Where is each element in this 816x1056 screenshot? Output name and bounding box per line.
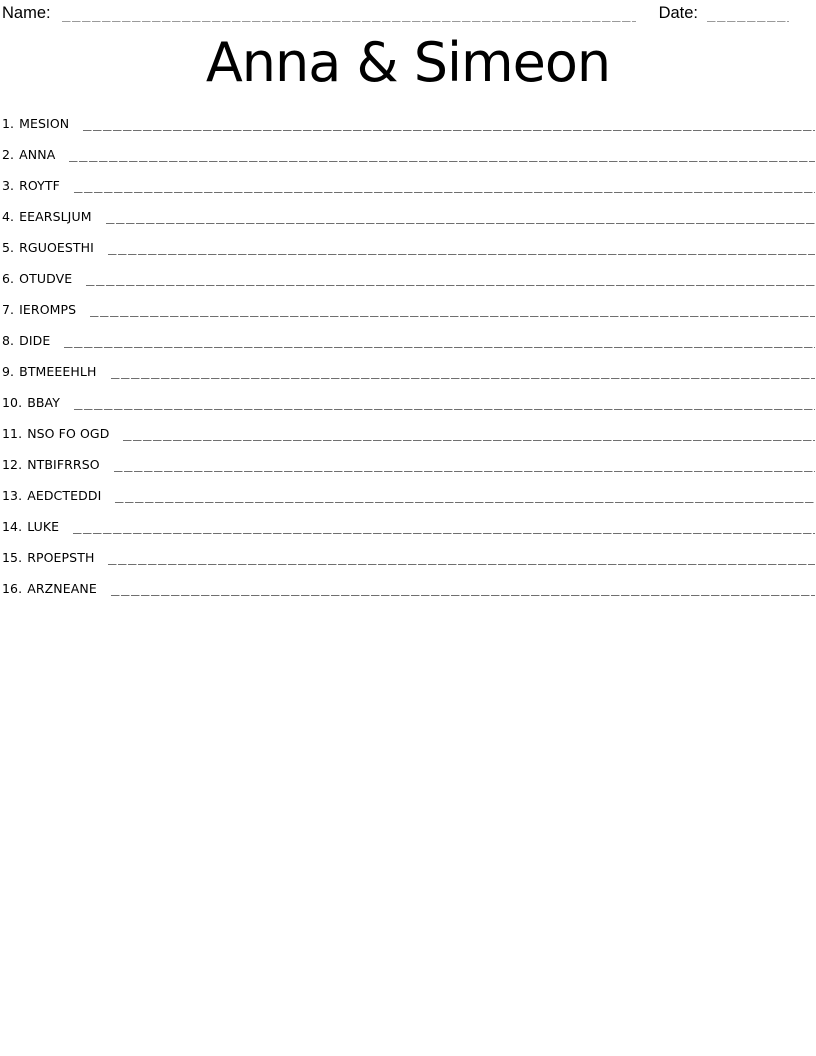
item-number: 9. — [2, 363, 15, 379]
answer-blank — [114, 471, 815, 472]
item-scrambled-word: EEARSLJUM — [19, 208, 92, 224]
scramble-list — [0, 111, 816, 607]
answer-blank — [108, 254, 815, 255]
answer-blank — [111, 378, 816, 379]
item-number: 1. — [2, 115, 15, 131]
answer-blank — [73, 533, 815, 534]
answer-blank — [90, 316, 815, 317]
item-number: 13. — [2, 487, 23, 503]
answer-blank — [83, 130, 815, 131]
answer-blank — [86, 285, 815, 286]
answer-blank — [123, 440, 815, 441]
item-scrambled-word: ARZNEANE — [27, 580, 97, 596]
item-scrambled-word: BTMEEEHLH — [19, 363, 97, 379]
word-scramble-row — [2, 235, 815, 266]
item-scrambled-word: ROYTF — [19, 177, 60, 193]
date-blank — [707, 21, 789, 22]
item-number: 3. — [2, 177, 15, 193]
worksheet-title: Anna & Simeon — [205, 30, 611, 94]
answer-blank — [69, 161, 815, 162]
header — [0, 0, 816, 23]
item-number: 10. — [2, 394, 23, 410]
item-scrambled-word: RGUOESTHI — [19, 239, 94, 255]
word-scramble-row — [2, 545, 815, 576]
item-number: 8. — [2, 332, 15, 348]
answer-blank — [74, 192, 815, 193]
word-scramble-row — [2, 514, 815, 545]
item-number: 6. — [2, 270, 15, 286]
item-number: 5. — [2, 239, 15, 255]
name-blank — [62, 21, 636, 22]
item-scrambled-word: AEDCTEDDI — [27, 487, 102, 503]
word-scramble-row — [2, 359, 815, 390]
item-scrambled-word: IEROMPS — [19, 301, 77, 317]
item-scrambled-word: BBAY — [27, 394, 60, 410]
item-scrambled-word: RPOEPSTH — [27, 549, 95, 565]
answer-blank — [74, 409, 815, 410]
item-scrambled-word: LUKE — [27, 518, 60, 534]
item-number: 4. — [2, 208, 15, 224]
answer-blank — [115, 502, 815, 503]
word-scramble-row — [2, 297, 815, 328]
word-scramble-row — [2, 328, 815, 359]
item-scrambled-word: MESION — [19, 115, 70, 131]
word-scramble-row — [2, 266, 815, 297]
item-number: 11. — [2, 425, 23, 441]
word-scramble-row — [2, 452, 815, 483]
item-number: 7. — [2, 301, 15, 317]
item-number: 12. — [2, 456, 23, 472]
item-scrambled-word: DIDE — [19, 332, 51, 348]
item-number: 15. — [2, 549, 23, 565]
name-label: Name: — [2, 4, 51, 22]
word-scramble-row — [2, 111, 815, 142]
word-scramble-row — [2, 421, 815, 452]
item-number: 14. — [2, 518, 23, 534]
item-scrambled-word: ANNA — [19, 146, 56, 162]
answer-blank — [106, 223, 815, 224]
word-scramble-row — [2, 204, 815, 235]
word-scramble-row — [2, 142, 815, 173]
answer-blank — [111, 595, 815, 596]
word-scramble-row — [2, 576, 815, 607]
word-scramble-row — [2, 390, 815, 421]
date-label: Date: — [658, 4, 698, 22]
item-scrambled-word: NTBIFRRSO — [27, 456, 100, 472]
word-scramble-row — [2, 173, 815, 204]
word-scramble-row — [2, 483, 815, 514]
item-number: 16. — [2, 580, 23, 596]
item-number: 2. — [2, 146, 15, 162]
item-scrambled-word: NSO FO OGD — [27, 425, 110, 441]
answer-blank — [64, 347, 815, 348]
item-scrambled-word: OTUDVE — [19, 270, 73, 286]
answer-blank — [108, 564, 815, 565]
